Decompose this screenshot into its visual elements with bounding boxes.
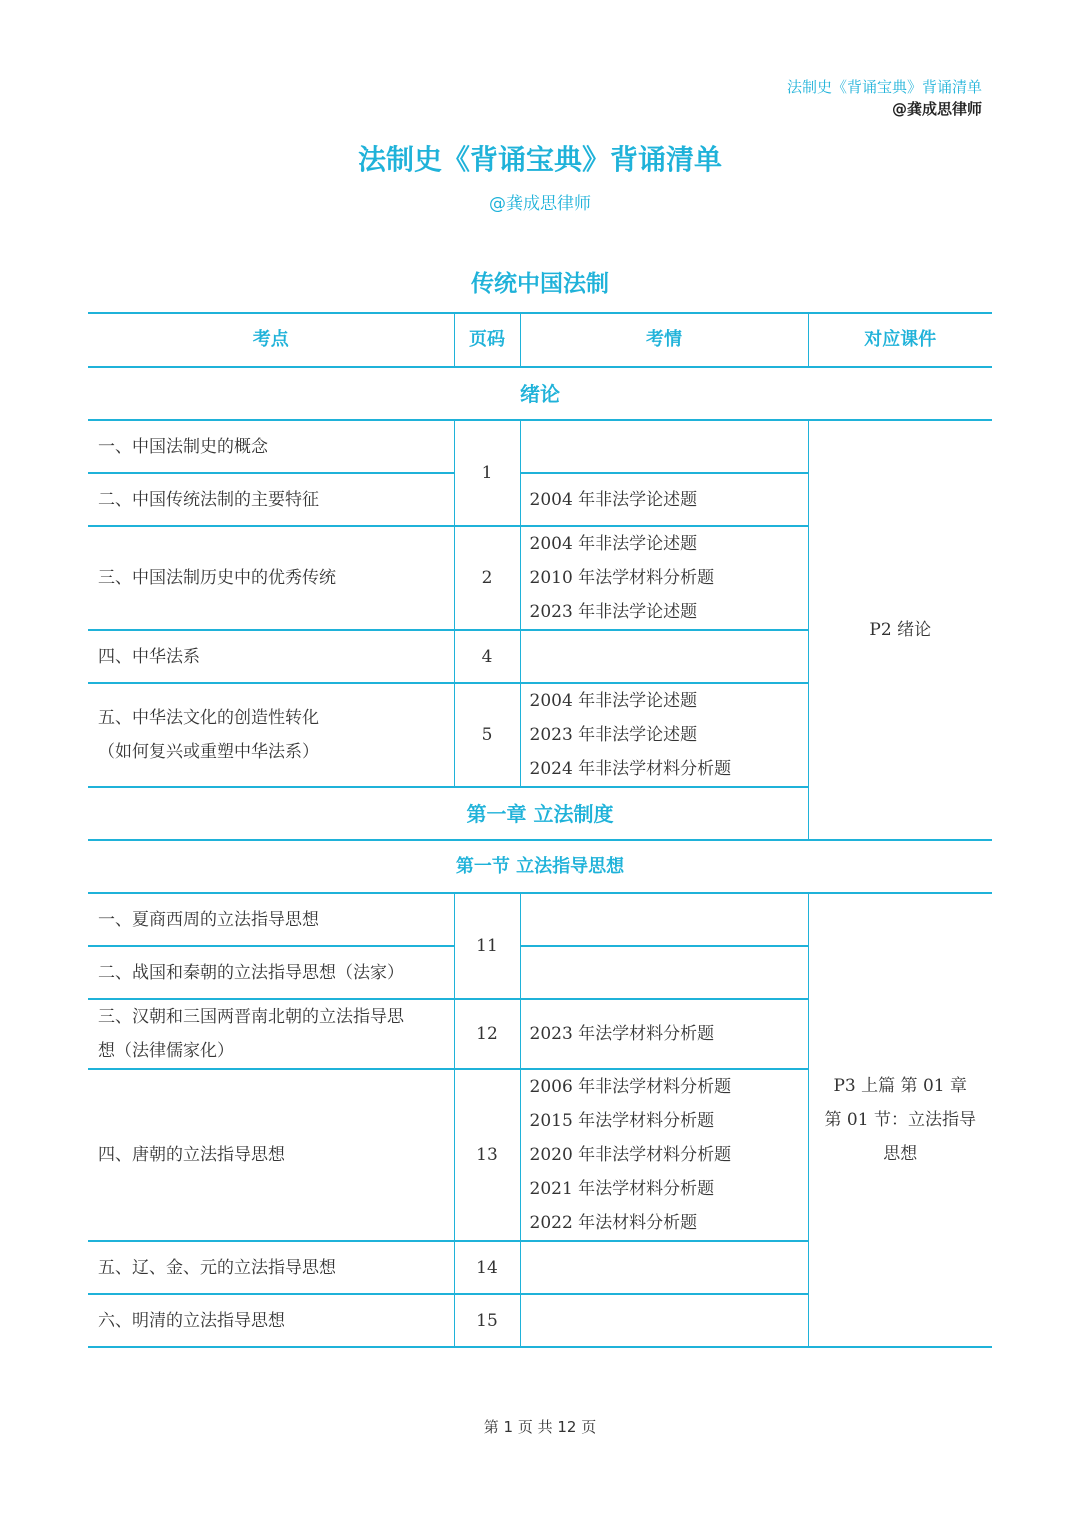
page-footer xyxy=(0,1416,1080,1438)
page-cell: 13 xyxy=(454,1069,520,1241)
intro-band: 绪论 xyxy=(88,367,992,420)
section-band-row xyxy=(88,840,992,893)
chapter-band-row xyxy=(88,367,992,420)
topic-cell: 二、战国和秦朝的立法指导思想（法家） xyxy=(88,946,454,999)
document-author: @龚成思律师 xyxy=(489,194,591,214)
running-header xyxy=(787,76,982,120)
topic-cell: 一、夏商西周的立法指导思想 xyxy=(88,893,454,946)
page-cell: 2 xyxy=(454,526,520,630)
exam-cell xyxy=(520,946,808,999)
footer-current-page: 1 xyxy=(503,1418,514,1436)
section-band: 第一节 立法指导思想 xyxy=(88,840,992,893)
topic-cell: 三、中国法制历史中的优秀传统 xyxy=(88,526,454,630)
topic-cell: 五、中华法文化的创造性转化 （如何复兴或重塑中华法系） xyxy=(88,683,454,787)
footer-prefix: 第 xyxy=(483,1418,499,1436)
course-cell: P2 绪论 xyxy=(808,420,992,840)
column-header-course: 对应课件 xyxy=(808,313,992,367)
study-checklist-table xyxy=(88,312,992,1348)
page-cell: 15 xyxy=(454,1294,520,1347)
topic-cell: 四、中华法系 xyxy=(88,630,454,683)
page-cell: 5 xyxy=(454,683,520,787)
page-cell: 11 xyxy=(454,893,520,999)
exam-cell: 2023 年法学材料分析题 xyxy=(520,999,808,1069)
column-header-page: 页码 xyxy=(454,313,520,367)
page-cell: 4 xyxy=(454,630,520,683)
footer-suffix: 页 xyxy=(581,1418,597,1436)
column-header-exam: 考情 xyxy=(520,313,808,367)
topic-cell: 四、唐朝的立法指导思想 xyxy=(88,1069,454,1241)
table-header-row xyxy=(88,313,992,367)
exam-cell xyxy=(520,1241,808,1294)
exam-cell xyxy=(520,1294,808,1347)
chapter-band: 第一章 立法制度 xyxy=(88,787,992,840)
table-row xyxy=(88,893,992,946)
page-cell: 12 xyxy=(454,999,520,1069)
running-header-author: @龚成思律师 xyxy=(891,100,982,118)
exam-cell xyxy=(520,420,808,473)
footer-middle: 页 共 xyxy=(517,1418,553,1436)
exam-cell: 2004 年非法学论述题 2023 年非法学论述题 2024 年非法学材料分析题 xyxy=(520,683,808,787)
topic-cell: 五、辽、金、元的立法指导思想 xyxy=(88,1241,454,1294)
footer-total-pages: 12 xyxy=(557,1418,577,1436)
section-title: 传统中国法制 xyxy=(471,271,609,297)
running-header-title: 法制史《背诵宝典》背诵清单 xyxy=(786,78,982,96)
topic-cell: 二、中国传统法制的主要特征 xyxy=(88,473,454,526)
exam-cell xyxy=(520,630,808,683)
course-cell: P3 上篇 第 01 章 第 01 节：立法指导 思想 xyxy=(808,893,992,1347)
topic-cell: 六、明清的立法指导思想 xyxy=(88,1294,454,1347)
document-title: 法制史《背诵宝典》背诵清单 xyxy=(357,143,722,176)
chapter-band-row xyxy=(88,787,992,840)
page-cell: 1 xyxy=(454,420,520,526)
topic-cell: 三、汉朝和三国两晋南北朝的立法指导思 想（法律儒家化） xyxy=(88,999,454,1069)
table-row xyxy=(88,420,992,473)
page-cell: 14 xyxy=(454,1241,520,1294)
exam-cell: 2004 年非法学论述题 2010 年法学材料分析题 2023 年非法学论述题 xyxy=(520,526,808,630)
topic-cell: 一、中国法制史的概念 xyxy=(88,420,454,473)
exam-cell: 2004 年非法学论述题 xyxy=(520,473,808,526)
exam-cell: 2006 年非法学材料分析题 2015 年法学材料分析题 2020 年非法学材料分析题 2021 年法学材料分析题 2022 年法材料分析题 xyxy=(520,1069,808,1241)
column-header-topic: 考点 xyxy=(88,313,454,367)
exam-cell xyxy=(520,893,808,946)
